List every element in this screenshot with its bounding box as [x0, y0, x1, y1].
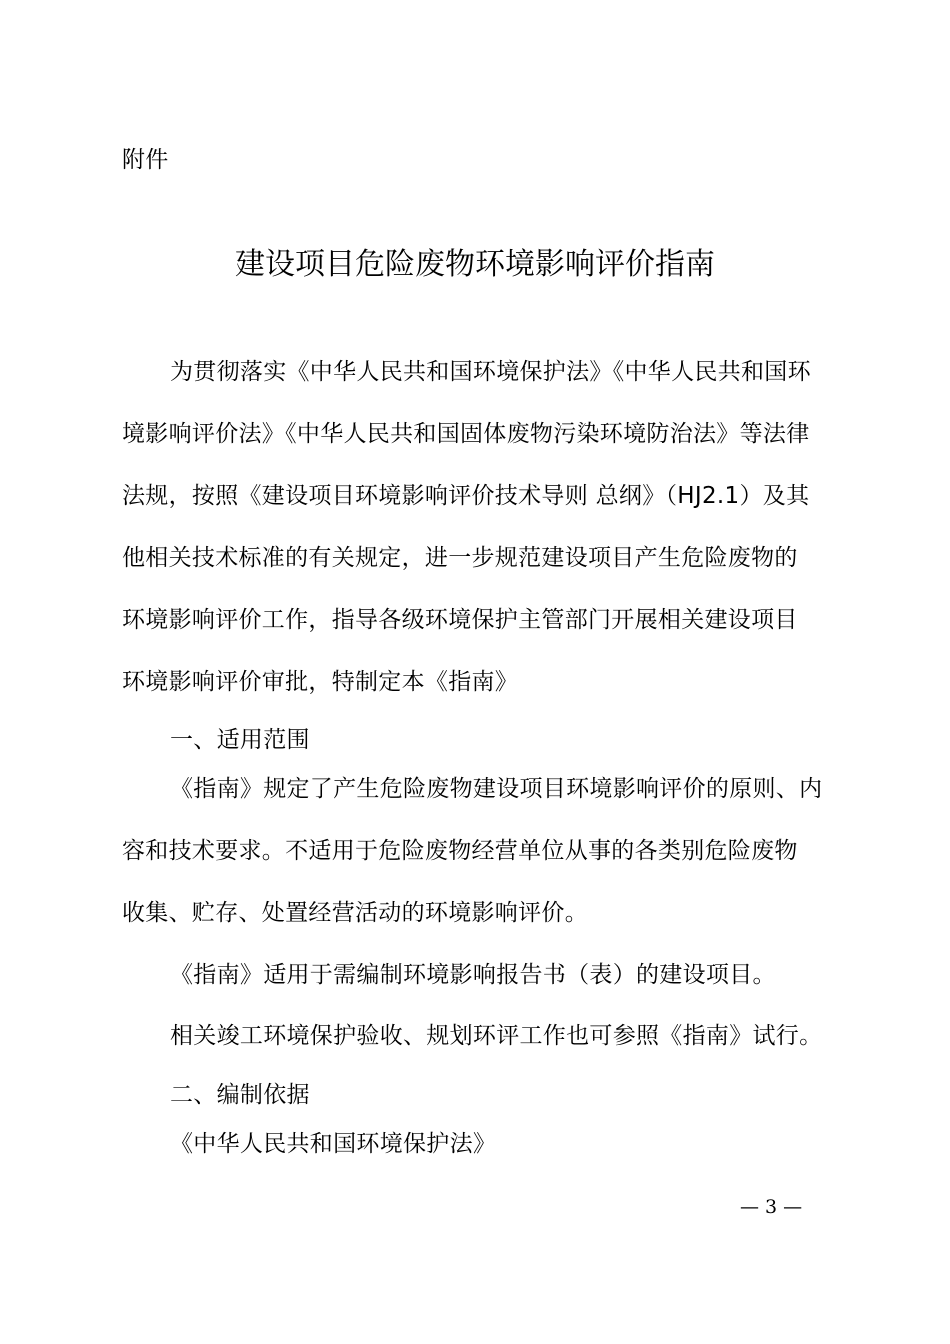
preamble-line-4: 他相关技术标准的有关规定，进一步规范建设项目产生危险废物的 — [122, 545, 798, 571]
document-title: 建设项目危险废物环境影响评价指南 — [235, 247, 715, 282]
preamble-line-3: 法规，按照《建设项目环境影响评价技术导则 总纲》（HJ2.1）及其 — [122, 483, 810, 509]
section-1-para-1-line-3: 收集、贮存、处置经营活动的环境影响评价。 — [122, 900, 588, 926]
section-2-heading: 二、编制依据 — [170, 1082, 310, 1108]
preamble-line-2: 境影响评价法》《中华人民共和国固体废物污染环境防治法》等法律 — [122, 421, 810, 447]
section-1-para-1-line-1: 《指南》规定了产生危险废物建设项目环境影响评价的原则、内 — [170, 776, 823, 802]
section-1-paragraph-3: 相关竣工环境保护验收、规划环评工作也可参照《指南》试行。 — [170, 1023, 823, 1049]
preamble-line-6: 环境影响评价审批，特制定本《指南》 — [122, 669, 519, 695]
preamble-line-1: 为贯彻落实《中华人民共和国环境保护法》《中华人民共和国环 — [170, 359, 811, 385]
preamble-line-5: 环境影响评价工作，指导各级环境保护主管部门开展相关建设项目 — [122, 607, 798, 633]
section-1-para-1-line-2: 容和技术要求。不适用于危险废物经营单位从事的各类别危险废物 — [122, 838, 798, 864]
section-2-item-1: 《中华人民共和国环境保护法》 — [170, 1131, 497, 1157]
section-1-paragraph-2: 《指南》适用于需编制环境影响报告书（表）的建设项目。 — [170, 962, 776, 988]
attachment-label: 附件 — [122, 147, 169, 173]
page-number: — 3 — — [740, 1196, 803, 1218]
section-1-heading: 一、适用范围 — [170, 727, 310, 753]
